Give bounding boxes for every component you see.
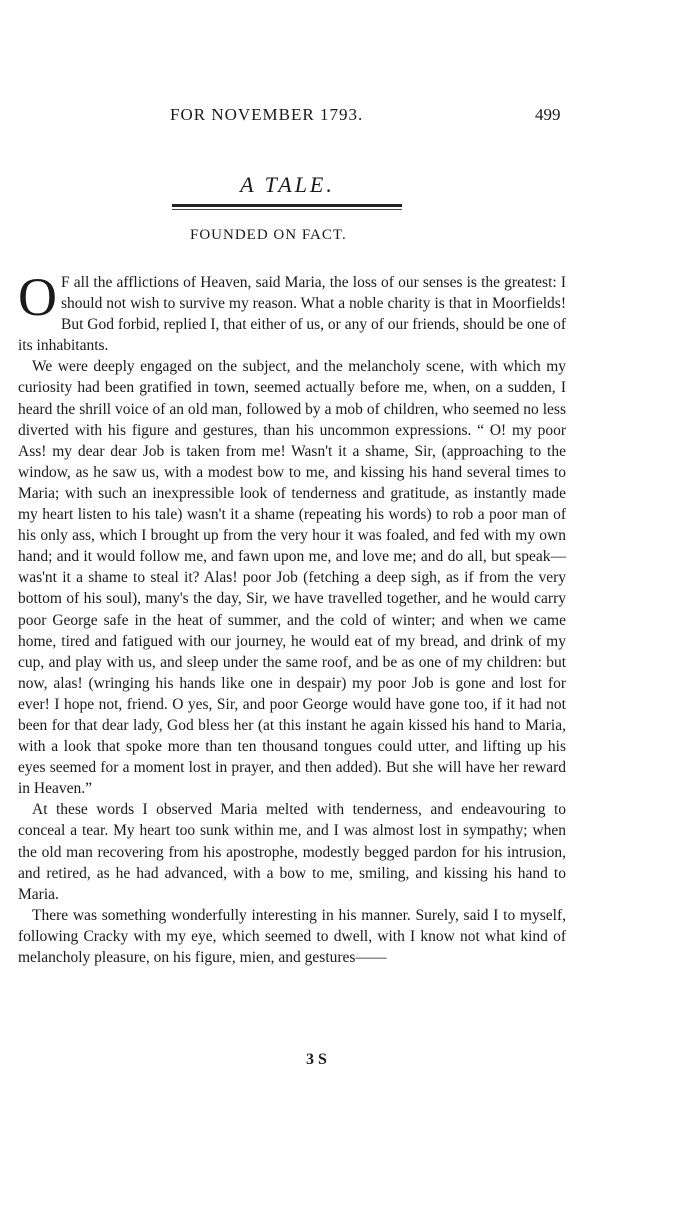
running-head: FOR NOVEMBER 1793.	[170, 105, 364, 124]
subtitle: FOUNDED ON FACT.	[190, 227, 347, 243]
paragraph-3: At these words I observed Maria melted with tenderness, and endeavouring to conceal a tear. My heart too sunk within me, and I was almost lost in sympathy; when the old man recovering from his apostrophe, modestly begged pardon for his intrusion, and retired, as he had advanced, with a bow to me, smiling, and kissing his hand to Maria.	[18, 801, 566, 903]
tale-body	[18, 267, 566, 968]
title-rule-thin	[172, 209, 402, 210]
tale-title: A TALE.	[240, 172, 335, 197]
title-rule-thick	[172, 204, 402, 207]
page-number: 499	[535, 105, 561, 124]
signature-mark: 3 S	[306, 1051, 327, 1068]
drop-cap: O	[18, 267, 57, 327]
paragraph-1-text: F all the afflictions of Heaven, said Maria, the loss of our senses is the greatest: I should not wish to survive my reason. What a noble charity is that in Moorfields! But God forbid, replied I, that either of us, or any of our friends, should be one of its inhabitants.	[18, 274, 566, 355]
tale-title-wrap	[0, 172, 575, 198]
paragraph-1	[18, 267, 566, 356]
paragraph-4: There was something wonderfully interesting in his manner. Surely, said I to myself, following Cracky with my eye, which seemed to dwell, with I know not what kind of melancholy pleasure, on his figure, mien, and gestures——	[18, 906, 566, 966]
paragraph-2: We were deeply engaged on the subject, and the melancholy scene, with which my curiosity had been gratified in town, seemed actually before me, when, on a sudden, I heard the shrill voice of an old man, followed by a mob of children, who seemed no less diverted with his figure and gestures, than his uncommon expressions. “ O! my poor Ass! my dear dear Job is taken from me! Wasn't it a shame, Sir, (approaching to the window, as he saw us, with a modest bow to me, and kissing his hand several times to Maria; with such an inexpressible look of tenderness and gratitude, as instantly made my heart listen to his tale) wasn't it a shame (repeating his words) to rob a poor man of his only ass, which I brought up from the very hour it was foaled, and fed with my own hand; and it would follow me, and fawn upon me, and love me; and do all, but speak—was'nt it a shame to steal it? Alas! poor Job (fetching a deep sigh, as if from the very bottom of his soul), many's the day, Sir, we have travelled together, and he would carry poor George safe in the heat of summer, and the cold of winter; and when we came home, tired and fatigued with our journey, he would eat of my bread, and drink of my cup, and play with us, and sleep under the same roof, and be as one of my children: but now, alas! (wringing his hands like one in despair) my poor Job is gone and lost for ever! I hope not, friend. O yes, Sir, and poor George would have gone too, if it had not been for that dear lady, God bless her (at this instant he again kissed his hand to Maria, with a look that spoke more than ten thousand tongues could utter, and lifting up his eyes seemed for a moment lost in prayer, and then added). But she will have her reward in Heaven.”	[18, 358, 566, 798]
